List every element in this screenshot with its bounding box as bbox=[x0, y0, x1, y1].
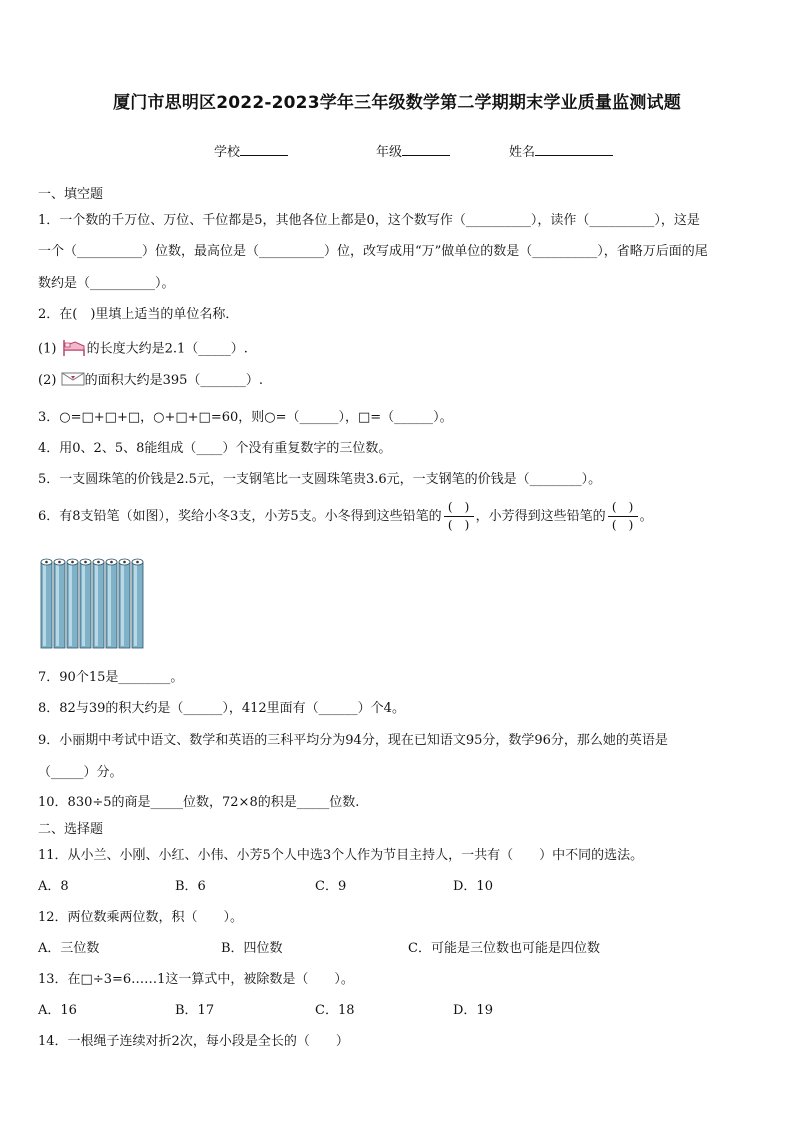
q11-option-b[interactable]: B．6 bbox=[175, 879, 206, 894]
q14-stem: 14．一根绳子连续对折2次，每小段是全长的（ ） bbox=[38, 1034, 349, 1049]
grade-blank[interactable] bbox=[402, 143, 450, 156]
q12-option-c[interactable]: C．可能是三位数也可能是四位数 bbox=[408, 941, 600, 956]
q5: 5．一支圆珠笔的价钱是2.5元，一支钢笔比一支圆珠笔贵3.6元，一支钢笔的价钱是（________）。 bbox=[38, 472, 602, 487]
pencil-icon bbox=[93, 559, 104, 648]
envelope-icon bbox=[61, 371, 85, 391]
q9-line1: 9．小丽期中考试中语文、数学和英语的三科平均分为94分，现在已知语文95分，数学96分，那么她的英语是 bbox=[38, 733, 668, 748]
q13-option-c[interactable]: C．18 bbox=[315, 1003, 355, 1018]
q7: 7．90个15是________。 bbox=[38, 670, 184, 685]
q11-option-a[interactable]: A．8 bbox=[38, 879, 69, 894]
q1-line3: 数约是（__________）。 bbox=[38, 276, 175, 291]
pencil-icon bbox=[41, 559, 52, 648]
q9-line2: （_____）分。 bbox=[38, 765, 123, 780]
name-field[interactable]: 姓名 bbox=[509, 141, 613, 160]
q8: 8．82与39的积大约是（______），412里面有（______）个4。 bbox=[38, 701, 405, 716]
q13-option-b[interactable]: B．17 bbox=[175, 1003, 215, 1018]
pencil-icon bbox=[80, 559, 91, 648]
q2-stem: 2．在( )里填上适当的单位名称． bbox=[38, 307, 239, 322]
q6: 6．有8支铅笔（如图），奖给小冬3支，小芳5支。小冬得到这些铅笔的 $\frac{( )}{( )}$ ，小芳得到这些铅笔的 $\frac{( )}{( )}$ 。 bbox=[38, 500, 653, 532]
name-blank[interactable] bbox=[535, 143, 613, 156]
school-field[interactable]: 学校 bbox=[214, 141, 288, 160]
pencil-icon bbox=[132, 559, 143, 648]
pencil-icon bbox=[67, 559, 78, 648]
q6-fraction-1[interactable]: $\frac{( )}{( )}$ bbox=[444, 500, 474, 533]
q1-line1: 1．一个数的千万位、万位、千位都是5，其他各位上都是0，这个数写作（__________），读作（__________），这是 bbox=[38, 213, 700, 228]
page-title: 厦门市思明区2022-2023学年三年级数学第二学期期末学业质量监测试题 bbox=[113, 93, 681, 113]
q11-stem: 11．从小兰、小刚、小红、小伟、小芳5个人中选3个人作为节目主持人，一共有（ ）中不同的选法。 bbox=[38, 848, 644, 863]
q2-part2: (2) 的面积大约是395（_______）. bbox=[38, 369, 263, 391]
q12-option-a[interactable]: A．三位数 bbox=[38, 941, 100, 956]
q13-stem: 13．在□÷3=6……1这一算式中，被除数是（ ）。 bbox=[38, 972, 354, 987]
q12-stem: 12．两位数乘两位数，积（ ）。 bbox=[38, 910, 244, 925]
bed-icon bbox=[61, 336, 87, 362]
q10: 10．830÷5的商是_____位数，72×8的积是_____位数. bbox=[38, 795, 360, 810]
q11-option-d[interactable]: D．10 bbox=[453, 879, 493, 894]
q13-option-d[interactable]: D．19 bbox=[453, 1003, 493, 1018]
q4: 4．用0、2、5、8能组成（____）个没有重复数字的三位数。 bbox=[38, 441, 392, 456]
section-fill-heading: 一、填空题 bbox=[38, 187, 104, 202]
pencil-icon bbox=[119, 559, 130, 648]
pencil-icon bbox=[54, 559, 65, 648]
section-choice-heading: 二、选择题 bbox=[38, 822, 104, 837]
q6-fraction-2[interactable]: $\frac{( )}{( )}$ bbox=[608, 500, 638, 533]
q1-line2: 一个（__________）位数，最高位是（__________）位，改写成用“万”做单位的数是（__________），省略万后面的尾 bbox=[38, 244, 708, 259]
q11-option-c[interactable]: C．9 bbox=[315, 879, 347, 894]
pencil-icon bbox=[106, 559, 117, 648]
q12-option-b[interactable]: B．四位数 bbox=[221, 941, 283, 956]
q13-option-a[interactable]: A．16 bbox=[38, 1003, 77, 1018]
pencils-figure bbox=[38, 556, 148, 652]
grade-field[interactable]: 年级 bbox=[376, 141, 450, 160]
q2-part1: (1) 的长度大约是2.1（_____）. bbox=[38, 336, 248, 362]
school-blank[interactable] bbox=[240, 143, 288, 156]
q3: 3．○=□+□+□，○+□+□=60，则○=（______），□=（______）。 bbox=[38, 410, 453, 425]
